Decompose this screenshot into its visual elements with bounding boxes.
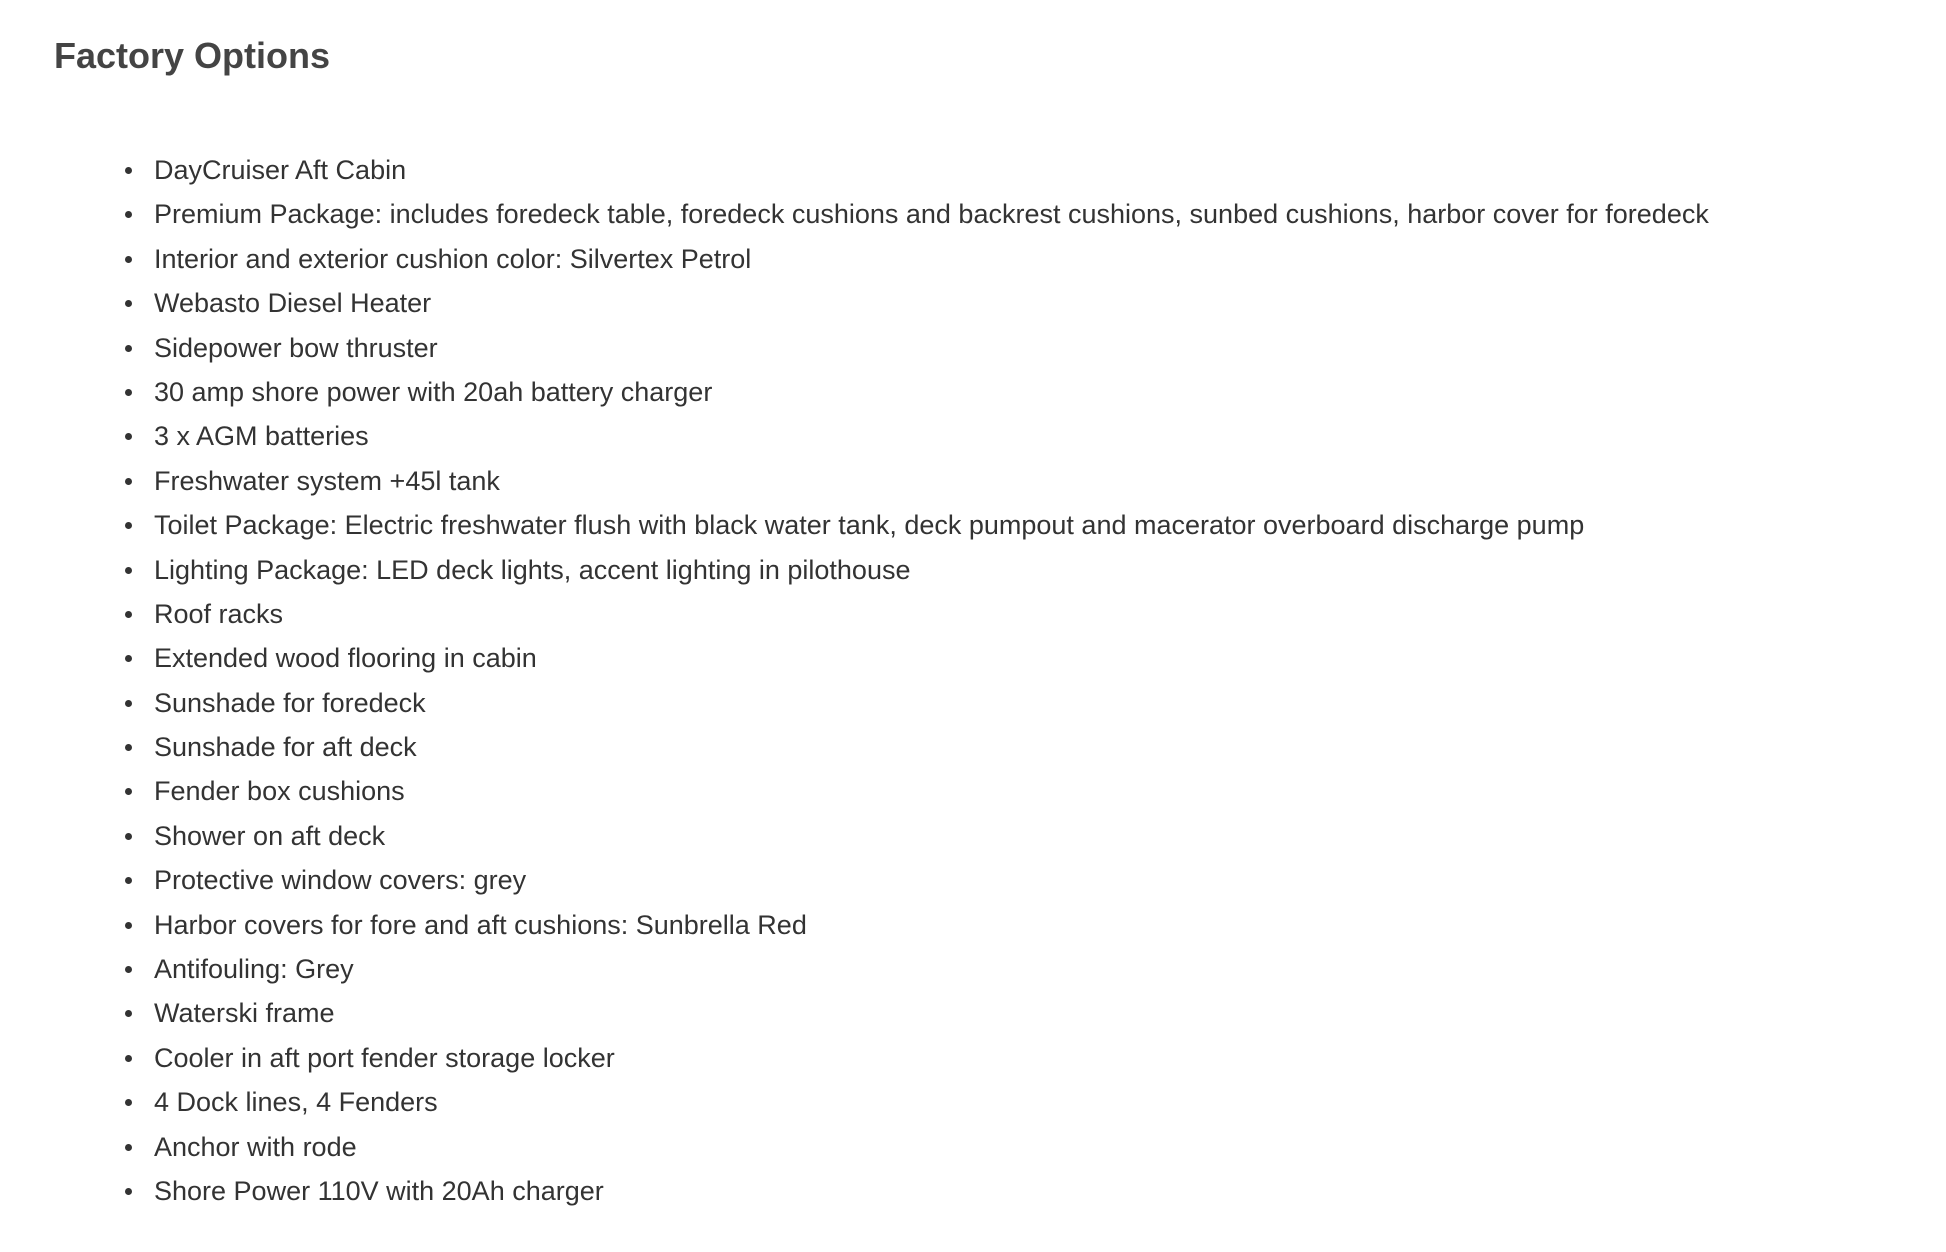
list-item-text: Fender box cushions (154, 776, 405, 807)
bullet-icon (125, 567, 132, 574)
bullet-icon (125, 522, 132, 529)
list-item-text: Extended wood flooring in cabin (154, 643, 537, 674)
list-item-text: 4 Dock lines, 4 Fenders (154, 1087, 438, 1118)
list-item-text: Sunshade for foredeck (154, 687, 426, 718)
bullet-icon (125, 744, 132, 751)
list-item (54, 991, 1709, 1035)
list-item-text: Interior and exterior cushion color: Silvertex Petrol (154, 243, 752, 274)
list-item (54, 725, 1709, 769)
list-item-text: Lighting Package: LED deck lights, accent lighting in pilothouse (154, 554, 911, 585)
list-item-text: Harbor covers for fore and aft cushions: Sunbrella Red (154, 909, 807, 940)
factory-options-section (54, 0, 1914, 1206)
bullet-icon (125, 1099, 132, 1106)
list-item (54, 192, 1709, 236)
list-item-text: Antifouling: Grey (154, 954, 354, 985)
bullet-icon (125, 478, 132, 485)
list-item (54, 1169, 1709, 1213)
list-item-text: Sidepower bow thruster (154, 332, 438, 363)
bullet-icon (125, 433, 132, 440)
list-item-text: Sunshade for aft deck (154, 732, 417, 763)
list-item (54, 148, 1709, 192)
bullet-icon (125, 922, 132, 929)
list-item-text: Shower on aft deck (154, 820, 386, 851)
list-item-text: Freshwater system +45l tank (154, 465, 500, 496)
list-item-text: Toilet Package: Electric freshwater flush with black water tank, deck pumpout and macerator overboard discharge pump (154, 510, 1585, 541)
list-item (54, 459, 1709, 503)
bullet-icon (125, 1144, 132, 1151)
bullet-icon (125, 1010, 132, 1017)
list-item-text: 3 x AGM batteries (154, 421, 369, 452)
list-item-text: Webasto Diesel Heater (154, 288, 432, 319)
list-item (54, 1080, 1709, 1124)
list-item (54, 903, 1709, 947)
list-item-text: 30 amp shore power with 20ah battery charger (154, 376, 713, 407)
list-item (54, 1036, 1709, 1080)
list-item (54, 636, 1709, 680)
bullet-icon (125, 256, 132, 263)
list-item (54, 769, 1709, 813)
list-item-text: Shore Power 110V with 20Ah charger (154, 1175, 604, 1206)
bullet-icon (125, 833, 132, 840)
bullet-icon (125, 966, 132, 973)
list-item-text: Anchor with rode (154, 1131, 357, 1162)
list-item (54, 592, 1709, 636)
section-title: Factory Options (54, 35, 331, 76)
bullet-icon (125, 167, 132, 174)
bullet-icon (125, 389, 132, 396)
list-item (54, 326, 1709, 370)
bullet-icon (125, 1055, 132, 1062)
list-item-text: Premium Package: includes foredeck table, foredeck cushions and backrest cushions, sunbed cushions, harbor cover for foredeck (154, 199, 1709, 230)
bullet-icon (125, 611, 132, 618)
bullet-icon (125, 700, 132, 707)
bullet-icon (125, 300, 132, 307)
list-item (54, 1125, 1709, 1169)
bullet-icon (125, 211, 132, 218)
list-item (54, 503, 1709, 547)
list-item (54, 858, 1709, 902)
bullet-icon (125, 655, 132, 662)
options-list (54, 148, 1709, 1213)
bullet-icon (125, 1188, 132, 1195)
list-item (54, 681, 1709, 725)
bullet-icon (125, 877, 132, 884)
list-item (54, 370, 1709, 414)
list-item (54, 947, 1709, 991)
list-item-text: Roof racks (154, 598, 284, 629)
list-item (54, 414, 1709, 458)
list-item-text: Waterski frame (154, 998, 335, 1029)
bullet-icon (125, 345, 132, 352)
list-item (54, 237, 1709, 281)
list-item (54, 814, 1709, 858)
list-item-text: DayCruiser Aft Cabin (154, 155, 407, 185)
list-item (54, 281, 1709, 325)
list-item-text: Protective window covers: grey (154, 865, 527, 896)
list-item (54, 548, 1709, 592)
list-item-text: Cooler in aft port fender storage locker (154, 1042, 615, 1073)
bullet-icon (125, 788, 132, 795)
